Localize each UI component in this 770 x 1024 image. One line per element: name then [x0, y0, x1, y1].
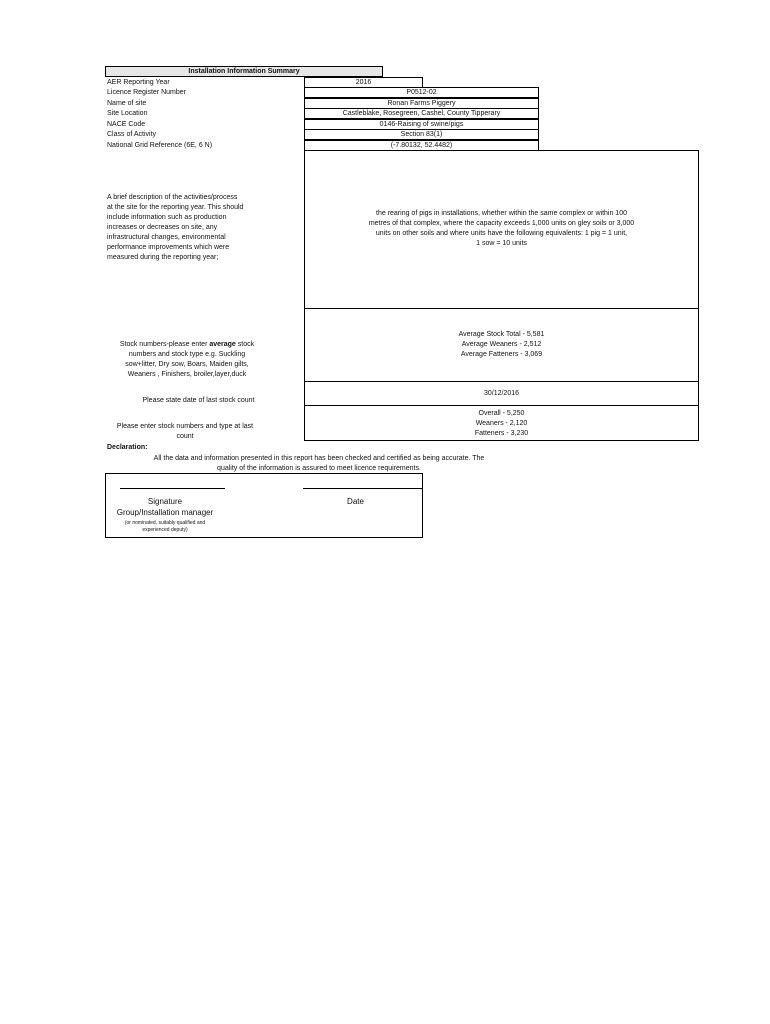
nace-label: NACE Code [107, 121, 146, 128]
stock-label-emphasis: average [209, 341, 236, 348]
grid-ref-value[interactable]: (-7.80132, 52.4482) [304, 140, 539, 151]
date-label: Date [347, 497, 364, 506]
stock-value-box[interactable] [304, 308, 699, 382]
summary-title-cell [105, 66, 383, 77]
description-value-line: 1 sow = 10 units [476, 240, 527, 247]
last-count-date-label: Please state date of last stock count [142, 397, 255, 404]
description-value-box[interactable] [304, 150, 699, 309]
last-count-numbers-label-line: Please enter stock numbers and type at last [116, 423, 254, 430]
licence-value[interactable]: P0512-02 [304, 87, 539, 98]
stock-value-line: Average Stock Total - 5,581 [458, 331, 545, 338]
last-count-date-value: 30/12/2016 [483, 390, 520, 397]
description-label-line: at the site for the reporting year. This should [107, 204, 244, 211]
signature-line[interactable] [120, 488, 225, 489]
description-label-line: increases or decreases on site, any [107, 224, 218, 231]
last-count-numbers-label [107, 422, 263, 442]
deputy-note-line-2: experienced deputy) [142, 527, 188, 533]
declaration-line-2: quality of the information is assured to meet licence requirements. [217, 465, 421, 472]
declaration-heading: Declaration: [107, 444, 148, 451]
site-location-value[interactable]: Castleblake, Rosegreen, Cashel, County Tipperary [304, 108, 539, 119]
site-name-label: Name of site [107, 100, 147, 107]
stock-label [107, 340, 267, 380]
stock-label-line: sow+litter, Dry sow, Boars, Maiden gilts, [125, 361, 249, 368]
last-count-numbers-box[interactable] [304, 405, 699, 441]
description-value-line: the rearing of pigs in installations, whether within the same complex or within 100 [376, 210, 627, 217]
signature-box [105, 473, 423, 538]
description-value [305, 209, 698, 249]
stock-label-part: stock [235, 341, 255, 348]
summary-title: Installation Information Summary [188, 68, 300, 75]
declaration-line-1: All the data and information presented in this report has been checked and certified as being accurate. The [153, 455, 485, 462]
last-count-date-box[interactable] [304, 381, 699, 406]
last-count-numbers-line: Fatteners - 3,230 [474, 430, 529, 437]
last-count-numbers-line: Overall - 5,250 [478, 410, 525, 417]
description-value-line: units on other soils and where units have the following equivalents: 1 pig = 1 unit, [375, 230, 628, 237]
site-name-value[interactable]: Ronan Farms Piggery [304, 98, 539, 109]
last-count-numbers-line: Weaners - 2,120 [475, 420, 528, 427]
last-count-numbers-label-line: count [176, 433, 194, 440]
last-count-numbers-value [305, 409, 698, 439]
stock-label-line: Weaners , Finishers, broiler,layer,duck [127, 371, 247, 378]
description-label-line: A brief description of the activities/process [107, 194, 238, 201]
licence-label: Licence Register Number [107, 89, 186, 96]
stock-value-line: Average Weaners - 2,512 [461, 341, 542, 348]
role-label: Group/Installation manager [116, 508, 214, 517]
nace-value[interactable]: 0146-Raising of swine/pigs [304, 119, 539, 130]
grid-ref-label: National Grid Reference (6E, 6 N) [107, 142, 213, 149]
stock-value [305, 330, 698, 360]
aer-year-label: AER Reporting Year [107, 79, 170, 86]
description-label-line: infrastructural changes, environmental [107, 234, 226, 241]
signature-label: Signature [147, 497, 183, 506]
stock-label-line: numbers and stock type e.g. Suckling [128, 351, 246, 358]
description-label-line: include information such as production [107, 214, 227, 221]
stock-label-part: Stock numbers-please enter [119, 341, 210, 348]
date-line[interactable] [303, 488, 423, 489]
stock-label-line [107, 340, 267, 350]
activity-class-label: Class of Activity [107, 131, 157, 138]
site-location-label: Site Location [107, 110, 148, 117]
description-label [107, 193, 243, 263]
description-value-line: metres of that complex, where the capacity exceeds 1,000 units on gley soils or 3,000 [368, 220, 635, 227]
stock-value-line: Average Fatteners - 3,069 [460, 351, 543, 358]
deputy-note-line-1: (or nominated, suitably qualified and [124, 520, 206, 526]
aer-year-value[interactable]: 2016 [304, 77, 423, 88]
description-label-line: performance improvements which were [107, 244, 230, 251]
activity-class-value[interactable]: Section 83(1) [304, 129, 539, 140]
description-label-line: measured during the reporting year; [107, 254, 219, 261]
